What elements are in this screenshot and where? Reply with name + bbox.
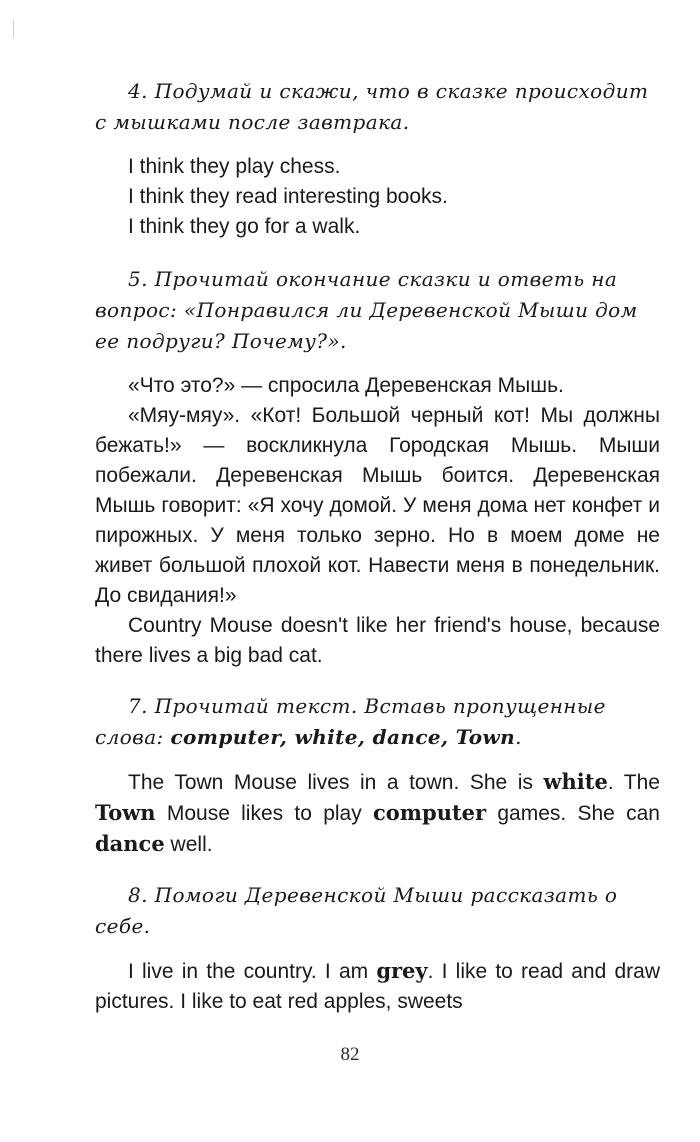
filled-word: Town [95, 800, 156, 825]
task-7-prompt: 7. Прочитай текст. Вставь пропущенные слова: computer, white, dance, Town. [95, 694, 606, 749]
filled-word: computer [373, 800, 487, 825]
task-4-prompt: 4. Подумай и скажи, что в сказке происходит с мышками после завтрака. [95, 79, 649, 134]
filled-word: grey [376, 958, 428, 983]
answer-paragraph: I live in the country. I am grey. I like to read and draw pictures. I like to eat red apples, sweets [95, 958, 660, 1013]
task-8-answer [95, 956, 660, 1017]
task-7-word-list: computer, white, dance, Town [170, 725, 516, 749]
answer-paragraph: The Town Mouse lives in a town. She is white. The Town Mouse likes to play computer games. She can dance well. [95, 769, 660, 856]
story-paragraph: «Что это?» — спросила Деревенская Мышь. [128, 374, 564, 397]
page-content [95, 76, 660, 1017]
task-8-prompt: 8. Помоги Деревенской Мыши рассказать о себе. [95, 883, 618, 938]
filled-word: white [543, 769, 608, 794]
story-paragraph: «Мяу-мяу». «Кот! Большой черный кот! Мы должны бежать!» — воскликнула Городская Мышь. Мыши побежали. Деревенская Мышь боится. Деревенская Мышь говорит: «Я хочу домой. У меня дома нет конфет и пирожных. У меня только зерно. Но в моем доме не живет большой плохой кот. Навести меня в понедельник. До свидания!» [95, 404, 660, 607]
task-7-answer [95, 767, 660, 860]
filled-word: dance [95, 831, 165, 856]
answer-line: I think they go for a walk. [128, 215, 361, 238]
page-edge-mark [13, 20, 14, 38]
page-number: 82 [340, 1044, 360, 1065]
task-5-story [95, 371, 660, 671]
task-4-answers [95, 152, 660, 242]
answer-line: I think they read interesting books. [128, 185, 448, 208]
answer-line: I think they play chess. [128, 155, 341, 178]
task-5-prompt: 5. Прочитай окончание сказки и ответь на вопрос: «Понравился ли Деревенской Мыши дом ее подруги? Почему?». [95, 267, 638, 353]
task-5-answer: Country Mouse doesn't like her friend's house, because there lives a big bad cat. [95, 614, 660, 667]
